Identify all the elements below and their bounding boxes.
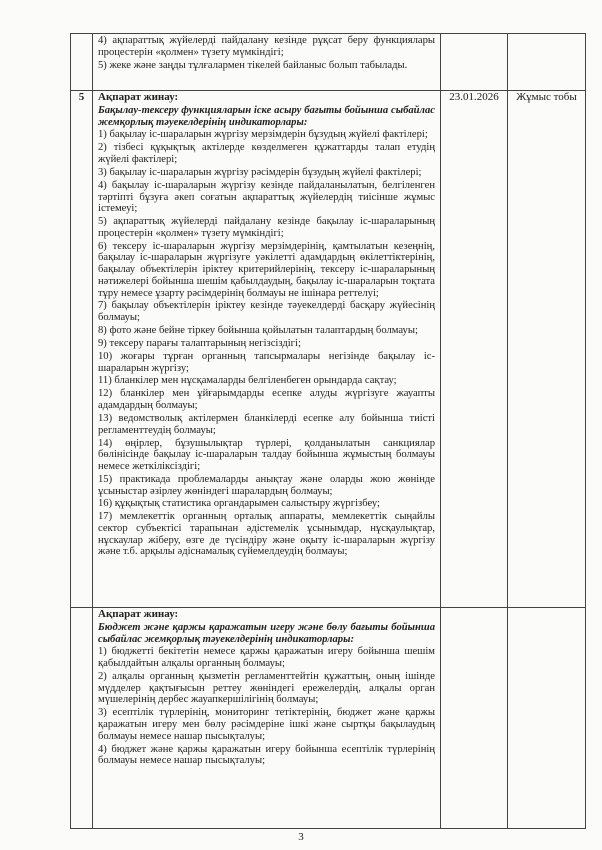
list-item: 11) бланкілер мен нұсқамаларды белгіленбеген орындарда сақтау;	[98, 375, 397, 387]
list-item: 17) мемлекеттік органның орталық аппараты, мемлекеттік сыңайлы сектор субъектісі тарапынан әдістемелік ұсынымдар, нұсқаулықтар, нұскаулар жіберу, өзге де түсіндіру және оқыту іс-шараларын жүргізу және т.б. арқылы әдіснамалық сүйемелдеудің болмауы;	[98, 511, 435, 558]
section-heading: Ақпарат жинау:	[98, 608, 179, 620]
list-item: 1) бюджетті бекітетін немесе қаржы қаражатын игеру бойынша шешім қабылдайтын алқалы органның болмауы;	[98, 646, 435, 670]
row-responsible	[508, 34, 586, 91]
list-item: 5) ақпараттық жүйелерді пайдалану кезінде бақылау іс-шараларының процестерін «қолмен» түзету мүмкіндігі;	[98, 216, 435, 239]
row-number: 5	[71, 91, 93, 608]
list-item: 16) құқықтық статистика органдарымен салыстыру жүргізбеу;	[98, 498, 380, 510]
row-content	[93, 91, 440, 560]
list-item: 4) ақпараттық жүйелерді пайдалану кезінде рұқсат беру функциялары процестерін «қолмен» түзету мүмкіндігі;	[98, 35, 435, 58]
list-item: 5) жеке және заңды тұлғалармен тікелей байланыс болып табылады.	[98, 59, 408, 71]
list-item: 12) бланкілер мен ұйғарымдарды есепке алуды жүргізуге жауапты адамдардың болмауы;	[98, 388, 435, 412]
list-item: 9) тексеру парағы талаптарының негізсіздігі;	[98, 337, 301, 349]
risk-indicators-table	[70, 33, 586, 829]
row-responsible	[508, 608, 586, 829]
list-item: 15) практикада проблемаларды анықтау және оларды жою жөнінде ұсыныстар әзірлеу жөніндегі шаралардың болмауы;	[98, 473, 435, 497]
list-item: 4) бақылау іс-шараларын жүргізу кезінде пайдаланылатын, белгіленген тәртіпті бұзуға әкеп соғатын ақпараттық жүйелердің тиісінше жұмыс істемеуі;	[98, 179, 435, 215]
list-item: 3) бақылау іс-шараларын жүргізу рәсімдерін бұзудың жүйелі фактілері;	[98, 166, 422, 178]
row-number	[71, 34, 93, 91]
table-row	[71, 91, 586, 608]
section-heading: Ақпарат жинау:	[98, 91, 179, 103]
list-item: 4) бюджет және қаржы қаражатын игеру бойынша есептілік түрлерінің болмауы немесе нашар пысықталуы;	[98, 743, 435, 767]
row-number	[71, 608, 93, 829]
list-item: 8) фото және бейне тіркеу бойынша қойылатын талаптардың болмауы;	[98, 325, 418, 337]
list-item: 1) бақылау іс-шараларын жүргізу мерзімдерін бұзудың жүйелі фактілері;	[98, 129, 428, 141]
list-item: 2) тізбесі құқықтық актілерде көзделмеген құжаттарды талап етудің жүйелі фактілері;	[98, 142, 435, 166]
row-date	[441, 34, 508, 91]
row-date: 23.01.2026	[441, 91, 508, 608]
list-item: 14) өңірлер, бұзушылықтар түрлері, қолданылатын санкциялар бөлінісінде бақылау іс-шараларын талдау бойынша жұмыстың болмауы немесе жеткіліксіздігі;	[98, 437, 435, 472]
page-number: 3	[298, 831, 304, 843]
row-content	[93, 608, 440, 769]
table-row	[71, 34, 586, 91]
list-item: 3) есептілік түрлерінің, мониторинг тетіктерінің, бюджет және қаржы қаражатын игеру мен бөлу рәсімдеріне ішкі және сыртқы бақылаудың болмауы немесе нашар пысықталуы;	[98, 707, 435, 742]
list-item: 10) жоғары тұрған органның тапсырмалары негізінде бақылау іс-шараларын жүргізу;	[98, 350, 435, 374]
row-date	[441, 608, 508, 829]
list-item: 13) ведомстволық актілермен бланкілерді есепке алу бойынша тиісті регламенттеудің болмауы;	[98, 412, 435, 436]
section-subheading: Бақылау-тексеру функцияларын іске асыру бағыты бойынша сыбайлас жемқорлық тәуекелдерінің индикаторлары:	[98, 104, 435, 128]
table-row	[71, 608, 586, 829]
list-item: 7) бақылау объектілерін іріктеу кезінде тәуекелдерді басқару жүйесінің болмауы;	[98, 300, 435, 324]
list-item: 2) алқалы органның қызметін регламенттейтін құжаттың, оның ішінде мүдделер қақтығысын реттеу жөніндегі ережелердің, алқалы орган мүшелерінің дербес жауапкершілігінің болмауы;	[98, 671, 435, 706]
section-subheading: Бюджет және қаржы қаражатын игеру және бөлу бағыты бойынша сыбайлас жемқорлық тәуекелдерінің индикаторлары:	[98, 621, 435, 645]
row-content	[93, 34, 440, 73]
row-responsible: Жұмыс тобы	[508, 91, 586, 608]
list-item: 6) тексеру іс-шараларын жүргізу мерзімдерінің, қамтылатын кезеңнің, бақылау іс-шараларын жүргізуге уәкілетті адамдардың өкілеттіктерінің, бақылау объектілерін іріктеу критерийлерінің, тексеру іс-шараларының нәтижелері бойынша шешім қабылдаудың, бақылау іс-шараларын тоқтата тұру немесе ұзарту рәсімдерінің болмауы не ішінара реттелуі;	[98, 240, 435, 299]
